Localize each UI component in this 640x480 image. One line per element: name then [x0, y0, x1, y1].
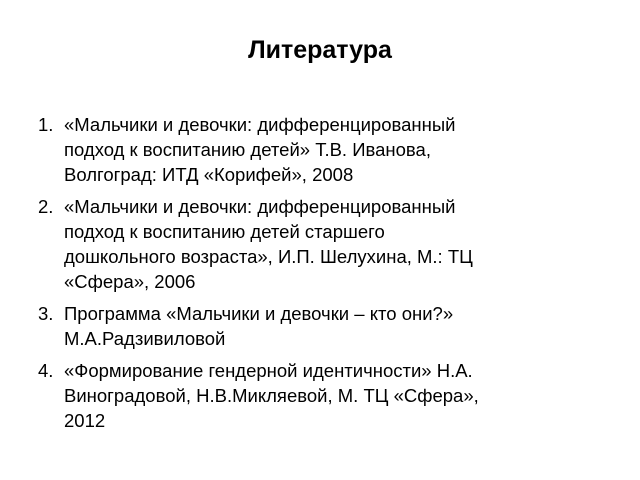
reference-line: Волгоград: ИТД «Корифей», 2008 [64, 164, 354, 185]
reference-text [64, 358, 568, 433]
reference-line: «Мальчики и девочки: дифференцированный [64, 114, 456, 135]
reference-text [64, 194, 568, 294]
reference-text [64, 112, 568, 187]
reference-line: М.А.Радзивиловой [64, 328, 226, 349]
reference-number: 4. [38, 360, 54, 381]
reference-number: 2. [38, 196, 54, 217]
reference-line: «Мальчики и девочки: дифференцированный [64, 196, 456, 217]
reference-line: Программа «Мальчики и девочки – кто они?» [64, 303, 454, 324]
reference-number: 3. [38, 303, 54, 324]
reference-text [64, 301, 568, 351]
slide-title: Литература [248, 36, 392, 64]
reference-line: «Сфера», 2006 [64, 271, 196, 292]
reference-item-4 [38, 358, 568, 433]
reference-list [38, 112, 568, 440]
reference-item-3 [38, 301, 568, 351]
reference-line: «Формирование гендерной идентичности» Н.А. [64, 360, 473, 381]
reference-line: подход к воспитанию детей» Т.В. Иванова, [64, 139, 431, 160]
reference-line: дошкольного возраста», И.П. Шелухина, М.: ТЦ [64, 246, 473, 267]
reference-line: 2012 [64, 410, 106, 431]
reference-line: подход к воспитанию детей старшего [64, 221, 385, 242]
reference-number: 1. [38, 114, 54, 135]
reference-item-2 [38, 194, 568, 294]
reference-item-1 [38, 112, 568, 187]
reference-line: Виноградовой, Н.В.Микляевой, М. ТЦ «Сфера», [64, 385, 479, 406]
